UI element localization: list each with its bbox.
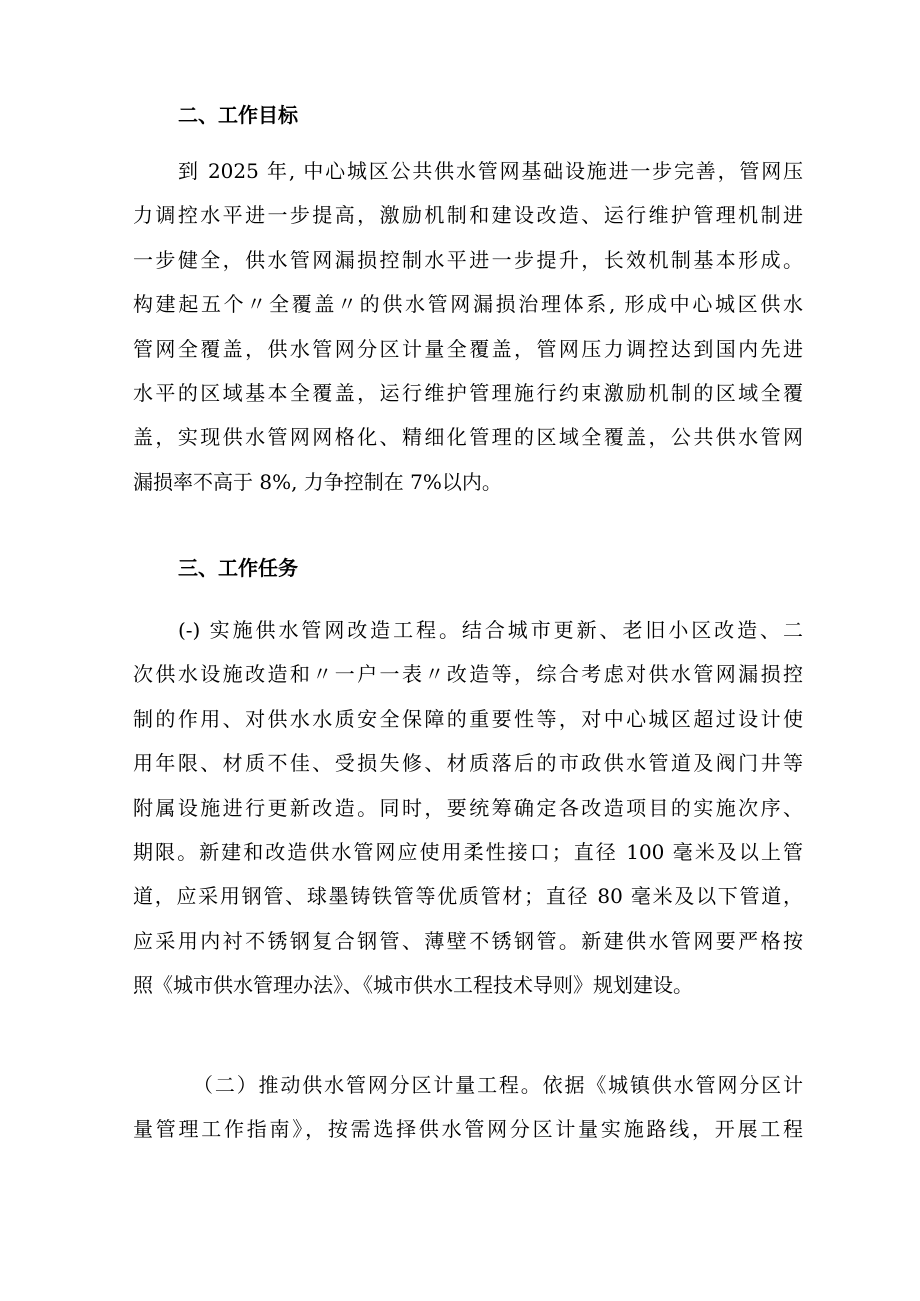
- section-heading-goals: 二、工作目标: [178, 103, 298, 127]
- section-heading-tasks: 三、工作任务: [178, 556, 298, 580]
- text-line: 管网全覆盖，供水管网分区计量全覆盖，管网压力调控达到国内先进: [133, 336, 803, 361]
- text-line: (-) 实施供水管网改造工程。结合城市更新、老旧小区改造、二: [178, 618, 803, 642]
- text-line: 次供水设施改造和〃一户一表〃改造等，综合考虑对供水管网漏损控: [133, 662, 803, 687]
- text-line: 照《城市供水管理办法》、《城市供水工程技术导则》规划建设。: [133, 973, 693, 998]
- text-line: 应采用内衬不锈钢复合钢管、薄壁不锈钢管。新建供水管网要严格按: [133, 928, 803, 953]
- paragraph-task-1: [133, 608, 803, 1008]
- text-line: 一步健全，供水管网漏损控制水平进一步提升，长效机制基本形成。: [133, 247, 803, 272]
- text-line: 制的作用、对供水水质安全保障的重要性等，对中心城区超过设计使: [133, 706, 803, 731]
- text-line: 附属设施进行更新改造。同时，要统筹确定各改造项目的实施次序、: [133, 795, 803, 820]
- text-line: 期限。新建和改造供水管网应使用柔性接口；直径 100 毫米及以上管: [133, 839, 803, 864]
- text-line: 量管理工作指南》，按需选择供水管网分区计量实施路线，开展工程: [133, 1117, 803, 1142]
- text-line: 用年限、材质不佳、受损失修、材质落后的市政供水管道及阀门井等: [133, 751, 803, 776]
- text-line: 构建起五个〃全覆盖〃的供水管网漏损治理体系, 形成中心城区供水: [133, 292, 803, 317]
- text-line: 水平的区域基本全覆盖，运行维护管理施行约束激励机制的区域全覆: [133, 380, 803, 405]
- text-line: 力调控水平进一步提高，激励机制和建设改造、运行维护管理机制进: [133, 203, 803, 228]
- paragraph-task-2: [133, 1063, 803, 1152]
- text-line: 到 2025 年, 中心城区公共供水管网基础设施进一步完善，管网压: [178, 159, 803, 183]
- text-line: 盖，实现供水管网网格化、精细化管理的区域全覆盖，公共供水管网: [133, 425, 803, 450]
- paragraph-goals: [133, 149, 803, 504]
- text-line: （二）推动供水管网分区计量工程。依据《城镇供水管网分区计: [193, 1073, 803, 1097]
- text-line: 道，应采用钢管、球墨铸铁管等优质管材；直径 80 毫米及以下管道，: [133, 884, 803, 909]
- text-line: 漏损率不高于 8%, 力争控制在 7%以内。: [133, 469, 502, 494]
